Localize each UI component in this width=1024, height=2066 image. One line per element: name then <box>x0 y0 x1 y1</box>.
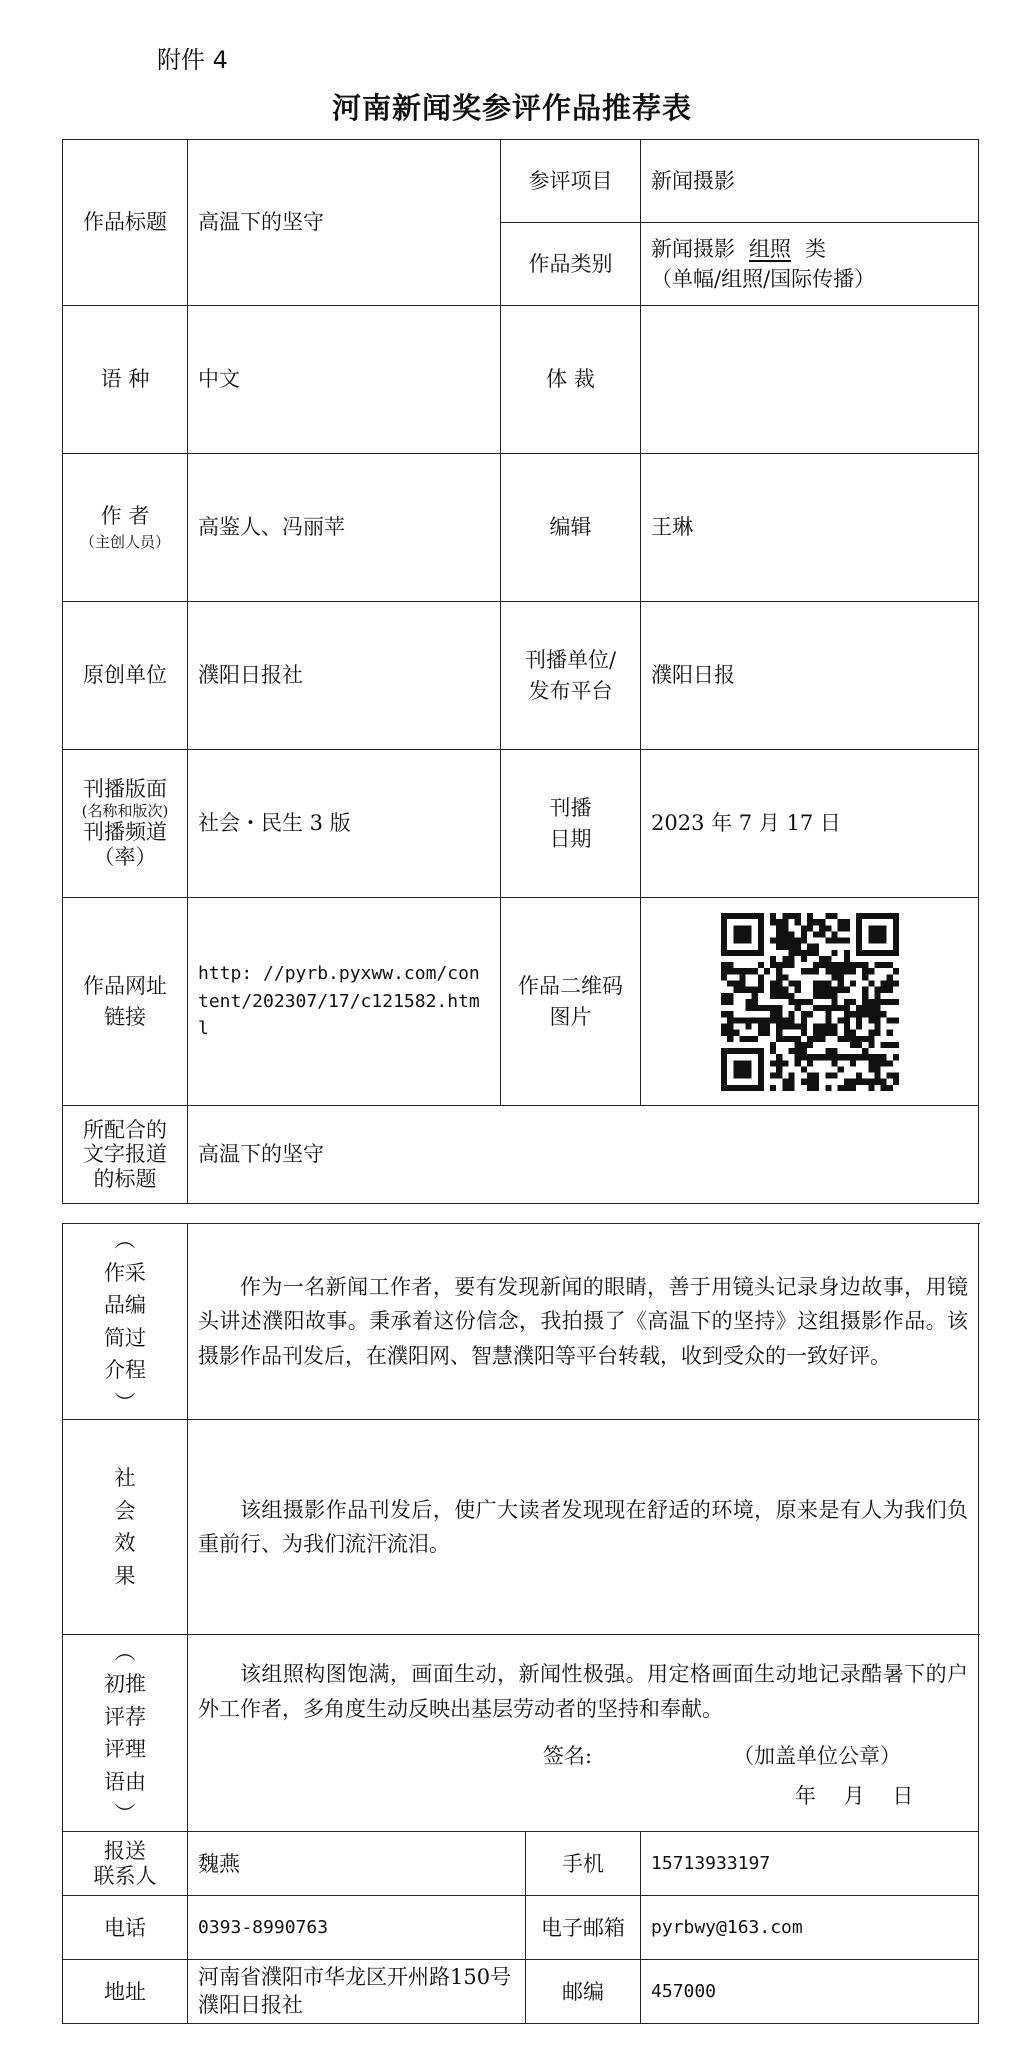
date-label-1: 刊播 <box>549 796 592 821</box>
qr-label-2: 图片 <box>549 1004 592 1029</box>
publisher-label-cell <box>501 602 641 750</box>
attachment-label: 附件 4 <box>157 46 228 74</box>
effect-label-line: 果 <box>114 1563 136 1588</box>
effect-label <box>63 1420 188 1635</box>
author-value: 高鉴人、冯丽苹 <box>188 454 501 602</box>
related-label-3: 的标题 <box>93 1166 157 1191</box>
edition-value: 社会・民生 3 版 <box>188 750 501 898</box>
review-label-line: ︵ <box>114 1639 136 1664</box>
language-value: 中文 <box>188 306 501 454</box>
review-text: 该组照构图饱满，画面生动，新闻性极强。用定格画面生动地记录酷暑下的户外工作者，多角度生动反映出基层劳动者的坚持和奉献。 <box>198 1662 968 1721</box>
intro-label-line: ︶ <box>114 1390 136 1415</box>
date-value: 2023 年 7 月 17 日 <box>641 750 979 898</box>
intro-label-line: 介程 <box>104 1358 146 1383</box>
qr-cell <box>641 898 979 1106</box>
work-title-value: 高温下的坚守 <box>188 140 501 306</box>
orig-unit-label: 原创单位 <box>63 602 188 750</box>
qr-label-cell <box>501 898 641 1106</box>
address-label: 地址 <box>63 1960 188 2024</box>
genre-label: 体 裁 <box>501 306 641 454</box>
editor-value: 王琳 <box>641 454 979 602</box>
intro-label-line: 简过 <box>104 1325 146 1350</box>
category-value: 组照 <box>749 236 791 261</box>
related-label-1: 所配合的 <box>83 1118 167 1143</box>
review-label-line: 语由 <box>104 1769 146 1794</box>
publisher-value: 濮阳日报 <box>641 602 979 750</box>
related-label-cell <box>63 1106 188 1204</box>
author-sub-label: （主创人员） <box>79 532 170 551</box>
effect-label-line: 社 <box>114 1466 136 1491</box>
sign-label: 签名: <box>543 1743 593 1768</box>
review-label-line: 评荐 <box>104 1704 146 1729</box>
seal-label: （加盖单位公章） <box>733 1743 901 1768</box>
edition-label-1: 刊播版面 <box>83 776 167 801</box>
zip-value: 457000 <box>641 1960 979 2024</box>
email-label: 电子邮箱 <box>526 1896 641 1960</box>
phone-label: 电话 <box>63 1896 188 1960</box>
review-label-line: 评理 <box>104 1737 146 1762</box>
project-label: 参评项目 <box>501 140 641 223</box>
effect-label-line: 会 <box>114 1498 136 1523</box>
recommendation-table <box>62 139 979 1204</box>
phone-value: 0393-8990763 <box>188 1896 526 1960</box>
author-label-cell <box>63 454 188 602</box>
edition-label-3: （率） <box>93 845 157 870</box>
category-options: （单幅/组照/国际传播） <box>651 267 876 291</box>
url-label-cell <box>63 898 188 1106</box>
publisher-label-2: 发布平台 <box>528 678 613 703</box>
intro-label-line: ︵ <box>114 1228 136 1252</box>
category-label: 作品类别 <box>501 223 641 306</box>
address-value: 河南省濮阳市华龙区开州路150号濮阳日报社 <box>188 1960 526 2024</box>
zip-label: 邮编 <box>526 1960 641 2024</box>
url-label-2: 链接 <box>104 1004 146 1029</box>
related-value: 高温下的坚守 <box>188 1106 979 1204</box>
effect-text: 该组摄影作品刊发后，使广大读者发现现在舒适的环境，原来是有人为我们负重前行、为我们流汗流泪。 <box>188 1420 979 1635</box>
review-label-line: ︶ <box>114 1802 136 1827</box>
contact-label-1: 报送 <box>104 1838 146 1863</box>
date-label-cell <box>501 750 641 898</box>
intro-label-line: 品编 <box>104 1293 146 1318</box>
page-title: 河南新闻奖参评作品推荐表 <box>331 91 692 125</box>
category-prefix: 新闻摄影 <box>651 236 735 261</box>
contact-label-2: 联系人 <box>93 1863 157 1888</box>
publisher-label-1: 刊播单位/ <box>524 648 617 673</box>
project-value: 新闻摄影 <box>641 140 979 223</box>
edition-label-cell <box>63 750 188 898</box>
edition-label-sub: (名称和版次) <box>81 801 169 820</box>
review-label-line: 初推 <box>104 1672 146 1697</box>
intro-text: 作为一名新闻工作者，要有发现新闻的眼睛，善于用镜头记录身边故事，用镜头讲述濮阳故事。秉承着这份信念，我拍摄了《高温下的坚持》这组摄影作品。该摄影作品刊发后，在濮阳网、智慧濮阳等平台转载，收到受众的一致好评。 <box>188 1224 979 1420</box>
editor-label: 编辑 <box>501 454 641 602</box>
category-cell <box>641 223 979 306</box>
url-label-1: 作品网址 <box>83 974 167 999</box>
intro-label-line: 作采 <box>104 1260 146 1285</box>
mobile-value: 15713933197 <box>641 1832 979 1896</box>
contact-value: 魏燕 <box>188 1832 526 1896</box>
mobile-label: 手机 <box>526 1832 641 1896</box>
qr-code-icon[interactable] <box>721 913 899 1091</box>
category-suffix: 类 <box>805 236 826 261</box>
email-value[interactable]: pyrbwy@163.com <box>641 1896 979 1960</box>
review-cell <box>188 1635 979 1832</box>
date-label-2: 日期 <box>549 826 592 851</box>
work-title-label: 作品标题 <box>63 140 188 306</box>
effect-label-line: 效 <box>114 1531 136 1556</box>
url-value[interactable]: http: //pyrb.pyxww.com/content/202307/17/c121582.html <box>188 898 501 1106</box>
contact-label-cell <box>63 1832 188 1896</box>
edition-label-2: 刊播频道 <box>83 819 167 844</box>
intro-label <box>63 1224 188 1420</box>
review-table <box>62 1223 979 2024</box>
review-label <box>63 1635 188 1832</box>
qr-label-1: 作品二维码 <box>518 974 623 999</box>
language-label: 语 种 <box>63 306 188 454</box>
genre-value <box>641 306 979 454</box>
date-line: 年 月 日 <box>795 1783 914 1808</box>
author-label: 作 者 <box>100 504 150 529</box>
related-label-2: 文字报道 <box>83 1142 167 1167</box>
orig-unit-value: 濮阳日报社 <box>188 602 501 750</box>
